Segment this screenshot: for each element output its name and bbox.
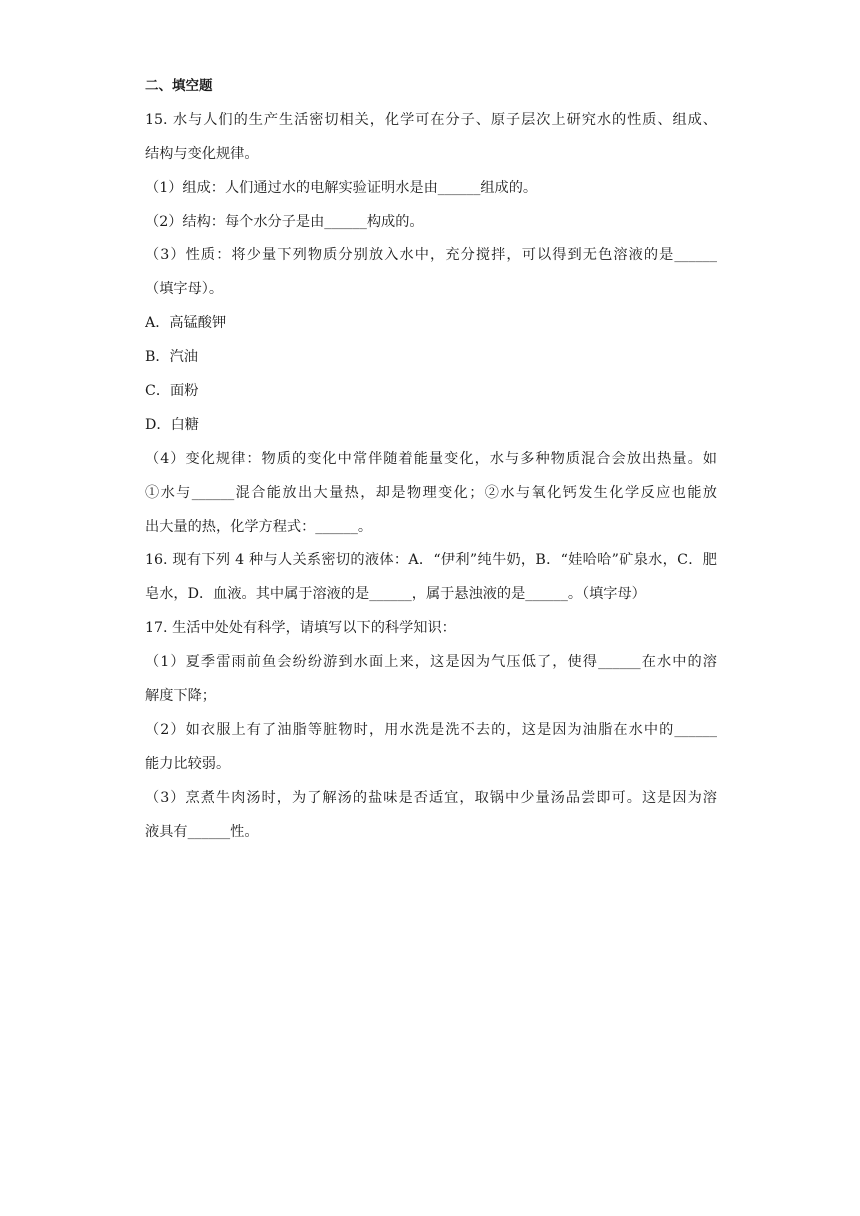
q15-part1: （1）组成：人们通过水的电解实验证明水是由______组成的。 [145, 179, 538, 196]
q16-line-1: 16. 现有下列 4 种与人关系密切的液体：A．“伊利”纯牛奶，B．“娃哈哈”矿泉水，C．肥 [145, 552, 717, 569]
q17-line-1: 17. 生活中处处有科学，请填写以下的科学知识： [145, 620, 456, 637]
document-page [145, 70, 717, 849]
q16-line-2: 皂水，D．血液。其中属于溶液的是______，属于悬浊液的是______。（填字母） [145, 586, 646, 603]
q17-part2-line-2: 能力比较弱。 [145, 755, 231, 772]
q15-part4-line-3: 出大量的热，化学方程式：______。 [145, 518, 373, 535]
q15-part4-line-2: ①水与______混合能放出大量热，却是物理变化；②水与氧化钙发生化学反应也能放 [145, 484, 717, 501]
q17-part3-line-1: （3）烹煮牛肉汤时，为了解汤的盐味是否适宜，取锅中少量汤品尝即可。这是因为溶 [145, 789, 717, 806]
option-c: C．面粉 [145, 383, 199, 400]
option-d: D．白糖 [145, 416, 199, 433]
q15-part3-line-1: （3）性质：将少量下列物质分别放入水中，充分搅拌，可以得到无色溶液的是______ [145, 247, 717, 264]
q15-part3-line-2: （填字母）。 [145, 281, 224, 298]
section-title: 二、填空题 [145, 78, 213, 94]
option-a: A．高锰酸钾 [145, 315, 227, 332]
q17-part1-line-2: 解度下降； [145, 688, 216, 705]
q17-part3-line-2: 液具有______性。 [145, 823, 259, 840]
option-b: B．汽油 [145, 349, 198, 366]
q15-line-2: 结构与变化规律。 [145, 145, 259, 162]
q15-part4-line-1: （4）变化规律：物质的变化中常伴随着能量变化，水与多种物质混合会放出热量。如 [145, 450, 717, 467]
q17-part2-line-1: （2）如衣服上有了油脂等脏物时，用水洗是洗不去的，这是因为油脂在水中的______ [145, 721, 717, 738]
q17-part1-line-1: （1）夏季雷雨前鱼会纷纷游到水面上来，这是因为气压低了，使得______在水中的溶 [145, 654, 717, 671]
q15-part2: （2）结构：每个水分子是由______构成的。 [145, 213, 424, 230]
q15-line-1: 15. 水与人们的生产生活密切相关，化学可在分子、原子层次上研究水的性质、组成、 [145, 111, 717, 128]
